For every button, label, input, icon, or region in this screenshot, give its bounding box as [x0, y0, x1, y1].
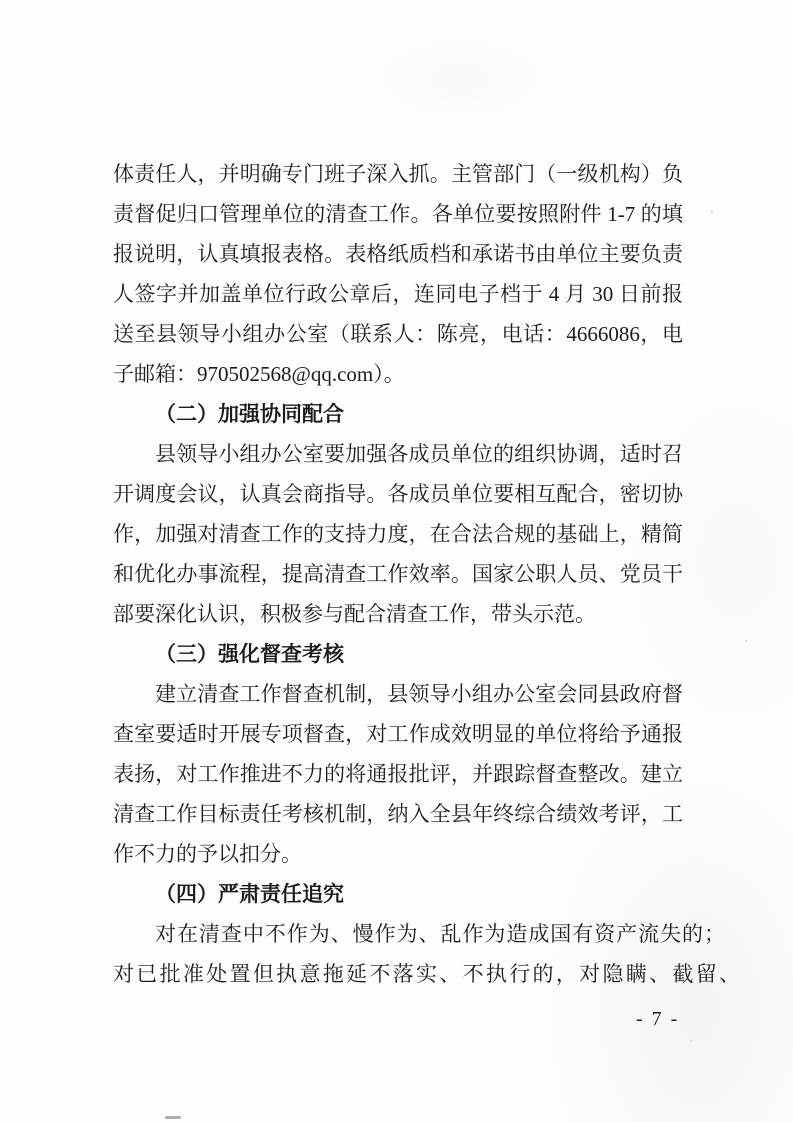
body-line: 查室要适时开展专项督查，对工作成效明显的单位将给予通报	[113, 722, 683, 746]
body-line: 建立清查工作督查机制，县领导小组办公室会同县政府督	[155, 682, 683, 706]
body-line: 开调度会议，认真会商指导。各成员单位要相互配合，密切协	[113, 482, 683, 506]
scan-noise-speck	[200, 368, 202, 370]
body-line: 作不力的予以扣分。	[113, 842, 302, 866]
body-line: 对在清查中不作为、慢作为、乱作为造成国有资产流失的；	[155, 922, 725, 946]
scan-noise-speck	[690, 1040, 693, 1042]
body-line: 报说明，认真填报表格。表格纸质档和承诺书由单位主要负责	[113, 242, 683, 266]
body-line: 对已批准处置但执意拖延不落实、不执行的，对隐瞒、截留、	[113, 962, 740, 986]
heading-section-2: （二）加强协同配合	[155, 402, 344, 426]
body-line: 和优化办事流程，提高清查工作效率。国家公职人员、党员干	[113, 562, 683, 586]
page-number: - 7 -	[636, 1008, 680, 1030]
body-line: 子邮箱：970502568@qq.com）。	[113, 362, 405, 386]
body-line: 部要深化认识，积极参与配合清查工作，带头示范。	[113, 602, 596, 626]
heading-section-3: （三）强化督查考核	[155, 642, 344, 666]
scan-noise-speck	[710, 210, 713, 213]
scan-noise-speck	[745, 640, 747, 642]
scan-artifact-mark	[165, 1116, 181, 1119]
body-line: 体责任人，并明确专门班子深入抓。主管部门（一级机构）负	[113, 162, 683, 186]
body-line: 责督促归口管理单位的清查工作。各单位要按照附件 1-7 的填	[113, 202, 683, 226]
document-body	[113, 154, 740, 994]
body-line: 作，加强对清查工作的支持力度，在合法合规的基础上，精简	[113, 522, 683, 546]
body-line: 清查工作目标责任考核机制，纳入全县年终综合绩效考评，工	[113, 802, 683, 826]
body-line: 县领导小组办公室要加强各成员单位的组织协调，适时召	[155, 442, 683, 466]
body-line: 表扬，对工作推进不力的将通报批评，并跟踪督查整改。建立	[113, 762, 683, 786]
body-line: 人签字并加盖单位行政公章后，连同电子档于 4 月 30 日前报	[113, 282, 683, 306]
heading-section-4: （四）严肃责任追究	[155, 882, 344, 906]
body-line: 送至县领导小组办公室（联系人：陈亮，电话：4666086，电	[113, 322, 683, 346]
